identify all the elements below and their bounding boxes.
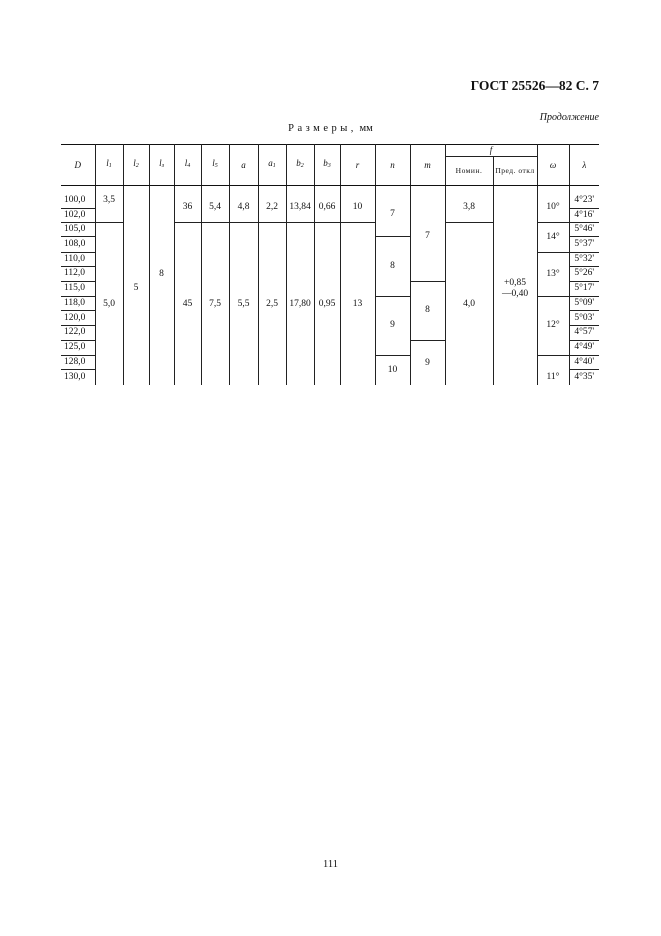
header-l4-main: l bbox=[184, 158, 188, 169]
r-value-b: 13 bbox=[340, 223, 375, 385]
header-m: m bbox=[410, 145, 445, 186]
d-value-row-13: 130,0 bbox=[64, 371, 86, 382]
d-value-row-12: 128,0 bbox=[61, 355, 95, 369]
lambda-value-row-11: 4°49' bbox=[569, 341, 599, 355]
f-deviation bbox=[493, 193, 537, 385]
omega-value-1: 10° bbox=[537, 193, 569, 223]
n-value-3: 9 bbox=[375, 297, 410, 356]
header-a1-main: a bbox=[268, 158, 273, 169]
table-title-text: Размеры, bbox=[288, 123, 357, 134]
f-deviation-lower: —0,40 bbox=[501, 288, 529, 299]
d-value-row-8: 118,0 bbox=[61, 297, 95, 311]
header-a1-sub: 1 bbox=[272, 163, 276, 170]
header-b2-main: b bbox=[296, 158, 301, 169]
l2-value: 5 bbox=[123, 193, 149, 385]
lambda-value-row-7: 5°17' bbox=[569, 281, 599, 296]
lambda-value-row-3: 5°46' bbox=[569, 223, 599, 237]
header-l1-sub: 1 bbox=[108, 163, 112, 170]
header-f-deviation: Пред. откл bbox=[493, 157, 537, 186]
header-r: r bbox=[340, 145, 375, 186]
continuation-label: Продолжение bbox=[539, 112, 599, 123]
document-reference: ГОСТ 25526—82 С. 7 bbox=[470, 78, 599, 93]
header-l2-sub: 2 bbox=[135, 163, 139, 170]
header-l5-main: l bbox=[212, 158, 215, 169]
header-l3-sub: з bbox=[161, 163, 164, 170]
omega-value-2: 14° bbox=[537, 223, 569, 253]
d-value-row-9: 120,0 bbox=[61, 311, 95, 325]
d-value-row-5: 110,0 bbox=[61, 252, 95, 266]
header-f-nominal: Номин. bbox=[445, 157, 493, 186]
d-value-row-7: 115,0 bbox=[61, 281, 95, 296]
l5-value-b: 7,5 bbox=[201, 223, 229, 385]
d-value-row-3: 105,0 bbox=[61, 223, 95, 237]
m-value-2: 8 bbox=[410, 281, 445, 341]
d-value-row-2: 102,0 bbox=[61, 208, 95, 222]
l1-value-a: 3,5 bbox=[95, 193, 123, 223]
d-value-row-4: 108,0 bbox=[61, 237, 95, 252]
header-lambda: λ bbox=[569, 145, 599, 186]
header-l4-sub: 4 bbox=[187, 163, 191, 170]
header-b3 bbox=[314, 145, 340, 186]
l3-value: 8 bbox=[149, 193, 174, 385]
dimensions-table bbox=[61, 144, 599, 385]
r-value-a: 10 bbox=[340, 193, 375, 223]
header-l4 bbox=[174, 145, 201, 186]
lambda-value-row-13: 4°35' bbox=[569, 369, 599, 385]
header-omega: ω bbox=[537, 145, 569, 186]
l4-value-b: 45 bbox=[174, 223, 201, 385]
header-a1 bbox=[258, 145, 286, 186]
lambda-value-row-2: 4°16' bbox=[569, 208, 599, 222]
m-value-1: 7 bbox=[410, 193, 445, 281]
a-value-a: 4,8 bbox=[229, 193, 258, 223]
a1-value-b: 2,5 bbox=[258, 223, 286, 385]
m-value-3: 9 bbox=[410, 341, 445, 385]
omega-value-4: 12° bbox=[537, 297, 569, 356]
header-l1-main: l bbox=[106, 158, 109, 169]
table-title-unit: мм bbox=[359, 123, 373, 134]
page-number: 111 bbox=[323, 859, 338, 870]
n-value-4: 10 bbox=[375, 355, 410, 385]
omega-value-3: 13° bbox=[537, 252, 569, 296]
header-l1 bbox=[95, 145, 123, 186]
lambda-value-row-1: 4°23' bbox=[569, 193, 599, 208]
lambda-value-row-8: 5°09' bbox=[569, 297, 599, 311]
lambda-value-row-5: 5°32' bbox=[569, 252, 599, 266]
header-b2 bbox=[286, 145, 314, 186]
header-b3-main: b bbox=[323, 158, 328, 169]
a-value-b: 5,5 bbox=[229, 223, 258, 385]
lambda-value-row-10: 4°57' bbox=[569, 325, 599, 340]
f-nominal-b: 4,0 bbox=[445, 223, 493, 385]
header-l2-main: l bbox=[133, 158, 136, 169]
header-l3 bbox=[149, 145, 174, 186]
header-l2 bbox=[123, 145, 149, 186]
d-value-row-6: 112,0 bbox=[61, 267, 95, 281]
f-nominal-a: 3,8 bbox=[445, 193, 493, 223]
b2-value-b: 17,80 bbox=[286, 223, 314, 385]
table-title bbox=[0, 123, 661, 134]
header-a: a bbox=[229, 145, 258, 186]
a1-value-a: 2,2 bbox=[258, 193, 286, 223]
n-value-1: 7 bbox=[375, 193, 410, 237]
header-l3-main: l bbox=[159, 158, 162, 169]
l1-value-b: 5,0 bbox=[95, 223, 123, 385]
l4-value-a: 36 bbox=[174, 193, 201, 223]
b3-value-b: 0,95 bbox=[314, 223, 340, 385]
header-b3-sub: 3 bbox=[327, 163, 331, 170]
f-deviation-upper: +0,85 bbox=[504, 277, 526, 288]
d-value-row-10: 122,0 bbox=[61, 325, 95, 340]
header-D: D bbox=[61, 145, 95, 186]
d-value-row-11: 125,0 bbox=[61, 341, 95, 355]
lambda-value-row-6: 5°26' bbox=[569, 267, 599, 281]
header-l5-sub: 5 bbox=[214, 163, 218, 170]
header-n: n bbox=[375, 145, 410, 186]
header-l5 bbox=[201, 145, 229, 186]
header-f: f bbox=[445, 145, 537, 157]
lambda-value-row-12: 4°40' bbox=[569, 355, 599, 369]
lambda-value-row-9: 5°03' bbox=[569, 311, 599, 325]
omega-value-5: 11° bbox=[537, 355, 569, 385]
b3-value-a: 0,66 bbox=[314, 193, 340, 223]
b2-value-a: 13,84 bbox=[286, 193, 314, 223]
header-b2-sub: 2 bbox=[300, 163, 304, 170]
lambda-value-row-4: 5°37' bbox=[569, 237, 599, 252]
d-value-row-1: 100,0 bbox=[61, 193, 95, 208]
l5-value-a: 5,4 bbox=[201, 193, 229, 223]
n-value-2: 8 bbox=[375, 237, 410, 297]
